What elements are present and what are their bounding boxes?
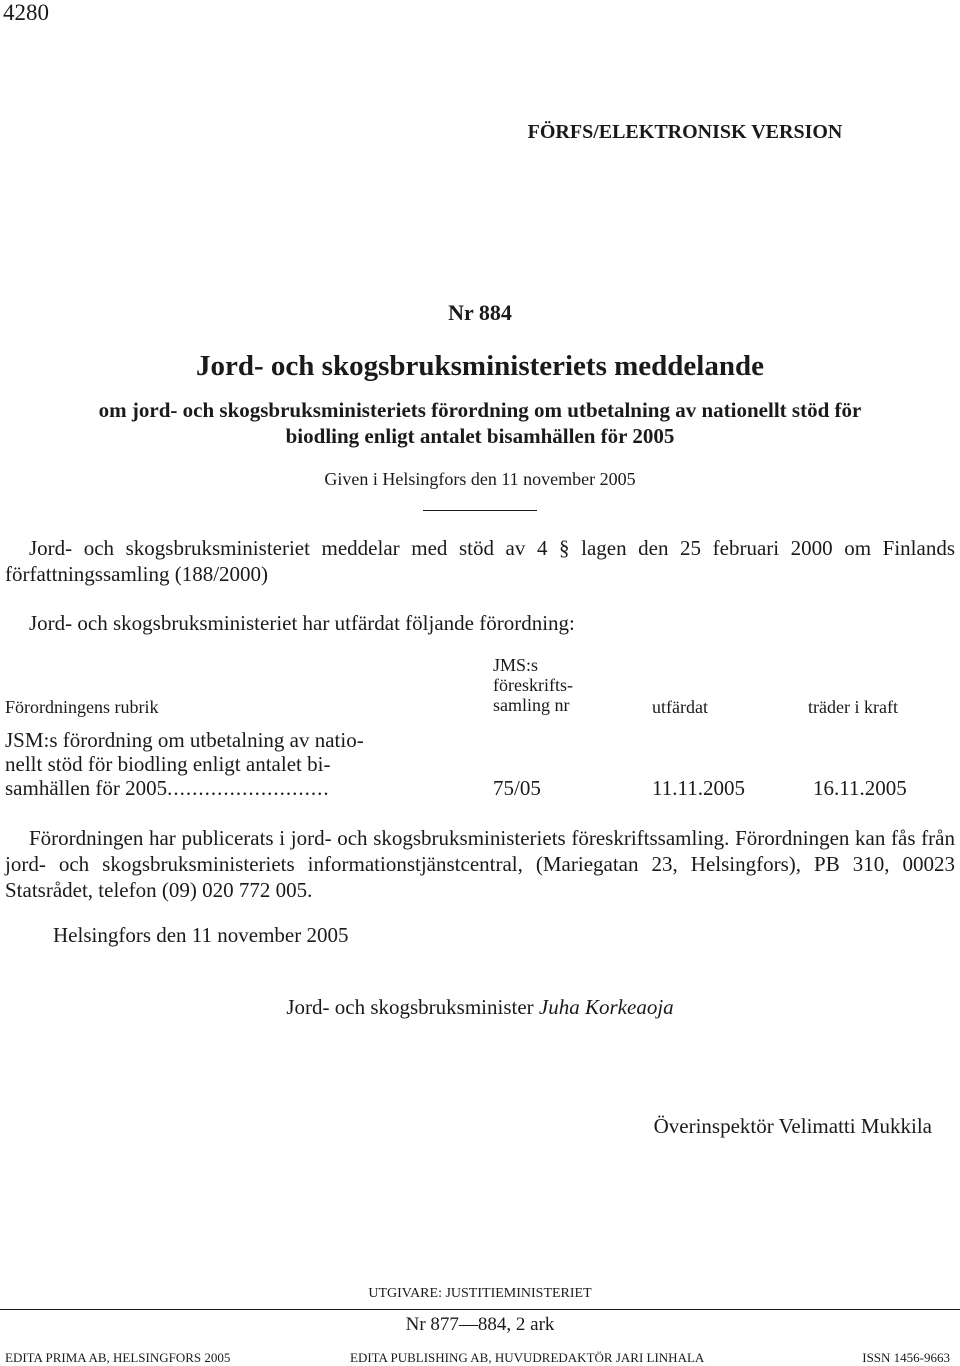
version-banner: FÖRFS/ELEKTRONISK VERSION bbox=[527, 121, 843, 143]
table-header-jms-line-3: samling nr bbox=[493, 695, 570, 715]
row-title-line-3-text: samhällen för 2005 bbox=[5, 776, 168, 800]
paragraph-authority bbox=[5, 535, 955, 587]
table-header-jms-line-1: JMS:s bbox=[493, 655, 539, 675]
minister-title: Jord- och skogsbruksminister bbox=[286, 995, 534, 1019]
footer-printer: EDITA PRIMA AB, HELSINGFORS 2005 bbox=[5, 1350, 231, 1365]
place-and-date: Helsingfors den 11 november 2005 bbox=[53, 923, 349, 947]
row-title-line-2: nellt stöd för biodling enligt antalet bi- bbox=[5, 752, 331, 776]
document-number: Nr 884 bbox=[448, 300, 512, 325]
table-cell-number: 75/05 bbox=[493, 776, 541, 800]
footer-editor: EDITA PUBLISHING AB, HUVUDREDAKTÖR JARI LINHALA bbox=[350, 1350, 705, 1365]
section-sign: § bbox=[559, 536, 570, 560]
paragraph-issued: Jord- och skogsbruksministeriet har utfärdat följande förordning: bbox=[29, 611, 575, 635]
document-title: Jord- och skogsbruksministeriets meddelande bbox=[196, 350, 764, 382]
paragraph-authority-start: Jord- och skogsbruksministeriet meddelar med stöd av 4 bbox=[29, 536, 548, 560]
table-header-issued: utfärdat bbox=[652, 697, 708, 717]
table-cell-issued: 11.11.2005 bbox=[652, 776, 745, 800]
paragraph-authority-end: lagen den 25 februari 2000 om Finlands författningssamling (188/2000) bbox=[5, 536, 955, 586]
table-header-in-force: träder i kraft bbox=[808, 697, 898, 717]
subtitle-line-2: biodling enligt antalet bisamhällen för 2005 bbox=[285, 424, 675, 448]
paragraph-publication: Förordningen har publicerats i jord- och skogsbruksministeriets föreskriftssamling. Förordningen kan fås från jord- och skogsbruksministeriets informationstjänstcentral, (Mariegatan 23, Helsingfors), PB 310, 00023 Statsrådet, telefon (09) 020 772 005. bbox=[5, 826, 955, 902]
given-date: Given i Helsingfors den 11 november 2005 bbox=[324, 469, 636, 489]
footer-issn: ISSN 1456-9663 bbox=[862, 1350, 950, 1365]
table-header-jms-line-2: föreskrifts- bbox=[493, 675, 573, 695]
table-header-jms-number bbox=[493, 655, 573, 715]
table-row-title bbox=[5, 728, 445, 800]
dot-leader: .......................... bbox=[167, 776, 330, 800]
table-header-rubrik: Förordningens rubrik bbox=[5, 697, 159, 717]
page-number: 4280 bbox=[3, 0, 49, 25]
inspector-signature: Överinspektör Velimatti Mukkila bbox=[653, 1114, 932, 1138]
footer-divider bbox=[0, 1309, 960, 1310]
minister-signature bbox=[0, 994, 960, 1020]
row-title-line-3 bbox=[5, 776, 445, 800]
document-subtitle bbox=[0, 397, 960, 449]
minister-name: Juha Korkeaoja bbox=[538, 995, 674, 1019]
table-cell-in-force: 16.11.2005 bbox=[813, 776, 907, 800]
issue-number: Nr 877—884, 2 ark bbox=[405, 1314, 555, 1335]
subtitle-line-1: om jord- och skogsbruksministeriets förordning om utbetalning av nationellt stöd för bbox=[98, 398, 862, 422]
title-divider bbox=[423, 510, 537, 511]
row-title-line-1: JSM:s förordning om utbetalning av natio- bbox=[5, 728, 364, 752]
publisher: UTGIVARE: JUSTITIEMINISTERIET bbox=[368, 1286, 592, 1301]
